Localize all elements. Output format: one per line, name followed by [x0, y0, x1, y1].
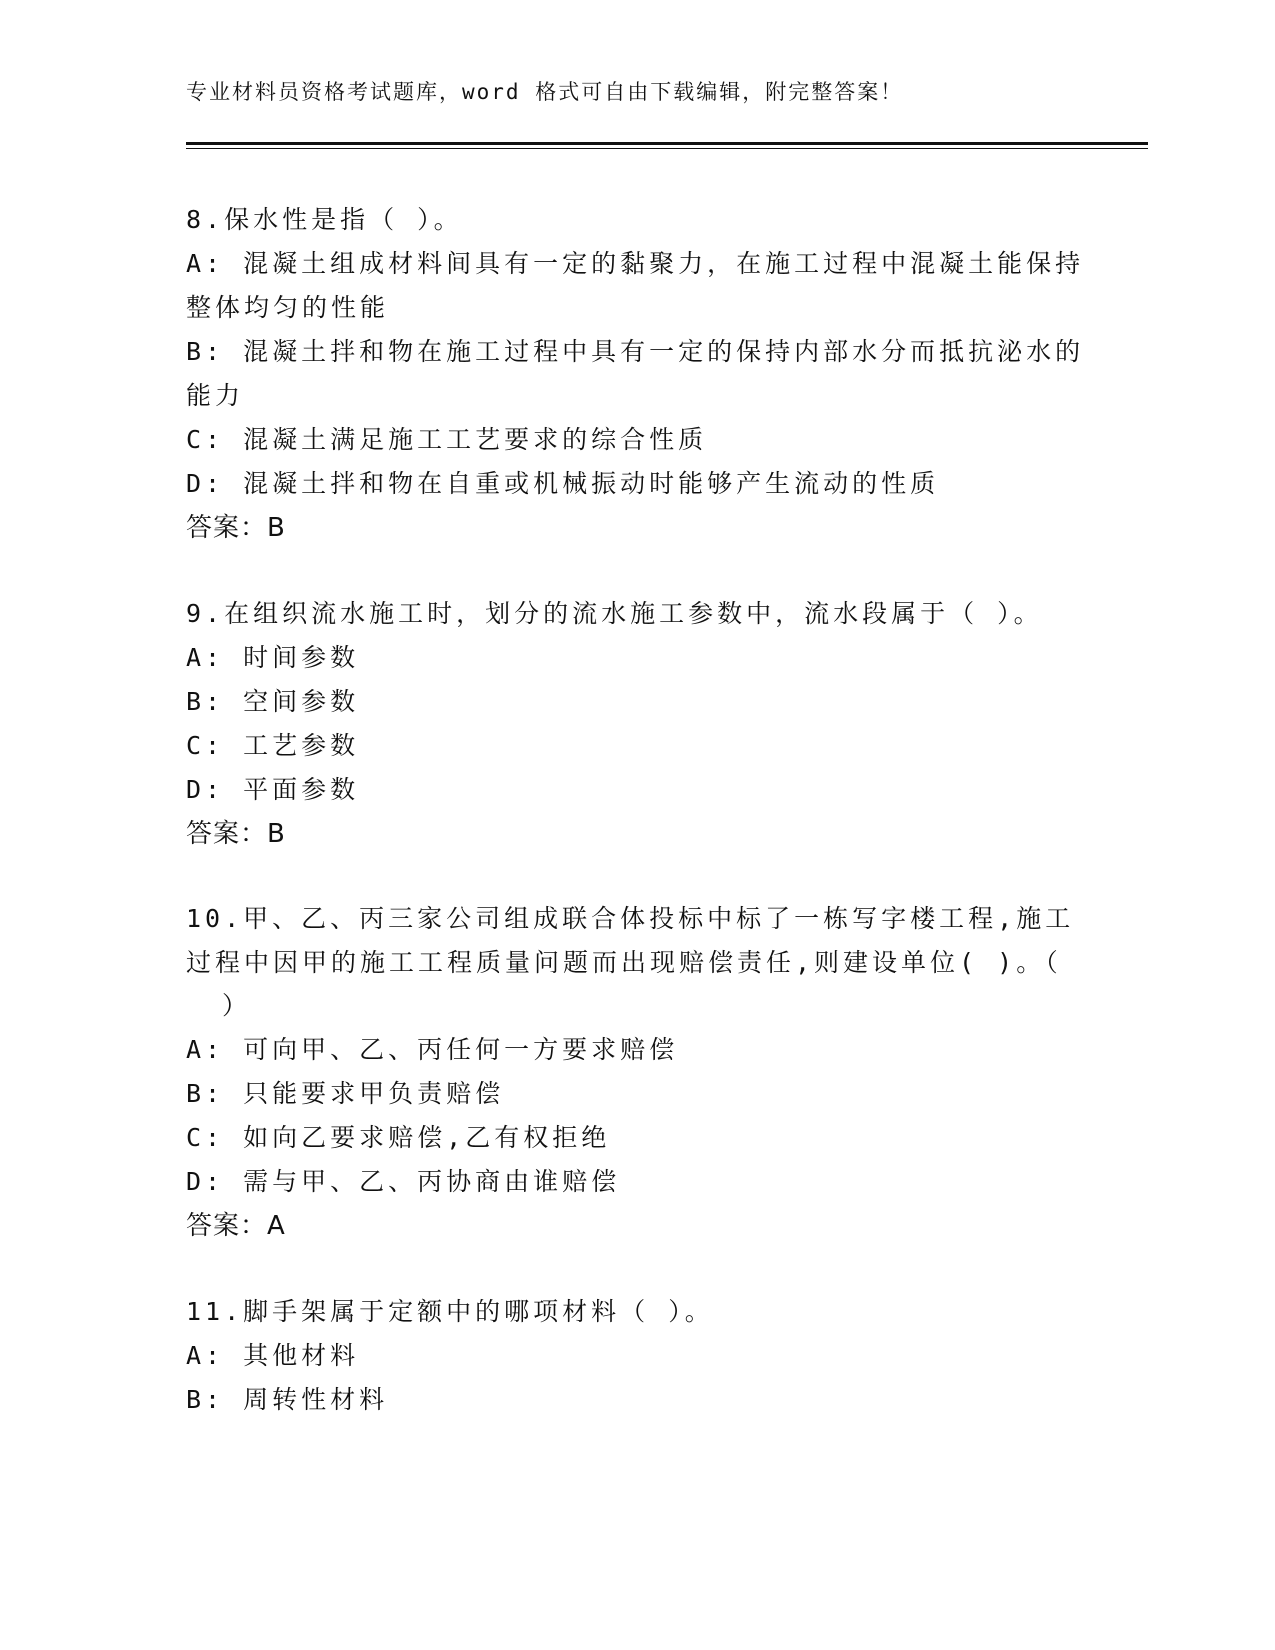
question-10-stem: 10.甲、乙、丙三家公司组成联合体投标中标了一栋写字楼工程,施工 [186, 904, 1075, 933]
question-9-option-b: B: 空间参数 [186, 687, 360, 716]
question-10-option-a: A: 可向甲、乙、丙任何一方要求赔偿 [186, 1035, 679, 1064]
question-10-option-c: C: 如向乙要求赔偿,乙有权拒绝 [186, 1123, 611, 1152]
header-rule-thick [186, 142, 1148, 145]
question-8-option-d: D: 混凝土拌和物在自重或机械振动时能够产生流动的性质 [186, 469, 940, 498]
question-11-option-a: A: 其他材料 [186, 1341, 360, 1370]
question-8-option-b-cont: 能力 [186, 381, 245, 410]
question-9-option-c: C: 工艺参数 [186, 731, 360, 760]
question-10-stem-line-3: ） [222, 991, 252, 1020]
question-10-stem-line-2: 过程中因甲的施工工程质量问题而出现赔偿责任,则建设单位( )。（ [186, 948, 1062, 977]
question-9-answer: 答案：B [186, 819, 286, 849]
question-8-option-c: C: 混凝土满足施工工艺要求的综合性质 [186, 425, 708, 454]
question-8-option-b: B: 混凝土拌和物在施工过程中具有一定的保持内部水分而抵抗泌水的 [186, 337, 1085, 366]
question-9-stem: 9.在组织流水施工时，划分的流水施工参数中，流水段属于（ ）。 [186, 599, 1043, 628]
question-9-option-a: A: 时间参数 [186, 643, 360, 672]
page-header: 专业材料员资格考试题库，word 格式可自由下载编辑，附完整答案！ [186, 80, 904, 104]
question-8-option-a: A: 混凝土组成材料间具有一定的黏聚力，在施工过程中混凝土能保持 [186, 249, 1085, 278]
question-9-option-d: D: 平面参数 [186, 775, 360, 804]
question-8-option-a-cont: 整体均匀的性能 [186, 293, 390, 322]
question-10-option-d: D: 需与甲、乙、丙协商由谁赔偿 [186, 1167, 621, 1196]
question-10-option-b: B: 只能要求甲负责赔偿 [186, 1079, 505, 1108]
question-10-answer: 答案：A [186, 1211, 286, 1241]
question-11-stem: 11.脚手架属于定额中的哪项材料（ ）。 [186, 1297, 714, 1326]
question-11-option-b: B: 周转性材料 [186, 1385, 389, 1414]
question-8-stem: 8.保水性是指（ ）。 [186, 205, 463, 234]
question-8-answer: 答案：B [186, 513, 286, 543]
header-rule-thin [186, 148, 1148, 149]
